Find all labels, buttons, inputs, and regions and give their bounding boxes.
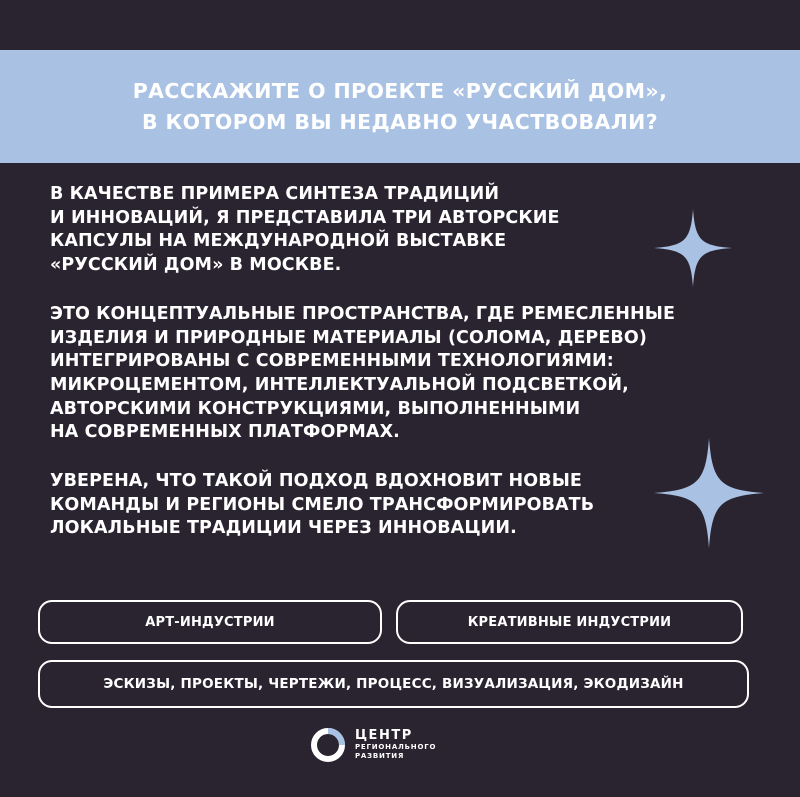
page-title-line-2: В КОТОРОМ ВЫ НЕДАВНО УЧАСТВОВАЛИ? [141, 109, 659, 134]
logo-text [355, 729, 436, 761]
tag-art-industries: АРТ-ИНДУСТРИИ [38, 600, 382, 644]
logo-sub-text-1: РЕГИОНАЛЬНОГО [355, 743, 437, 751]
text-line: ИНТЕГРИРОВАНЫ С СОВРЕМЕННЫМИ ТЕХНОЛОГИЯМИ: [50, 351, 614, 372]
logo-ring-icon [309, 726, 347, 764]
logo-sub-text-2: РАЗВИТИЯ [355, 752, 405, 760]
text-line: ЛОКАЛЬНЫЕ ТРАДИЦИИ ЧЕРЕЗ ИННОВАЦИИ. [50, 518, 517, 539]
logo [309, 726, 436, 764]
logo-main-text: ЦЕНТР [355, 728, 413, 743]
text-line: НА СОВРЕМЕННЫХ ПЛАТФОРМАХ. [50, 422, 400, 443]
text-line: АВТОРСКИМИ КОНСТРУКЦИЯМИ, ВЫПОЛНЕННЫМИ [50, 398, 581, 419]
header-band [0, 50, 800, 163]
page-title-line-1: РАССКАЖИТЕ О ПРОЕКТЕ «РУССКИЙ ДОМ», [132, 78, 668, 103]
sparkle-icon [654, 208, 732, 288]
text-line: «РУССКИЙ ДОМ» В МОСКВЕ. [50, 255, 342, 276]
text-line: КАПСУЛЫ НА МЕЖДУНАРОДНОЙ ВЫСТАВКЕ [50, 231, 507, 252]
text-line: МИКРОЦЕМЕНТОМ, ИНТЕЛЛЕКТУАЛЬНОЙ ПОДСВЕТКОЙ, [50, 374, 629, 395]
tag-sketches-projects: ЭСКИЗЫ, ПРОЕКТЫ, ЧЕРТЕЖИ, ПРОЦЕСС, ВИЗУАЛИЗАЦИЯ, ЭКОДИЗАЙН [38, 660, 749, 708]
text-line: УВЕРЕНА, ЧТО ТАКОЙ ПОДХОД ВДОХНОВИТ НОВЫЕ [50, 471, 582, 492]
text-line: ЭТО КОНЦЕПТУАЛЬНЫЕ ПРОСТРАНСТВА, ГДЕ РЕМЕСЛЕННЫЕ [50, 303, 676, 324]
paragraph-2 [50, 303, 770, 445]
text-line: КОМАНДЫ И РЕГИОНЫ СМЕЛО ТРАНСФОРМИРОВАТЬ [50, 494, 595, 515]
text-line: И ИННОВАЦИЙ, Я ПРЕДСТАВИЛА ТРИ АВТОРСКИЕ [50, 207, 560, 228]
text-line: ИЗДЕЛИЯ И ПРИРОДНЫЕ МАТЕРИАЛЫ (СОЛОМА, ДЕРЕВО) [50, 327, 647, 348]
sparkle-icon [654, 433, 764, 553]
text-line: В КАЧЕСТВЕ ПРИМЕРА СИНТЕЗА ТРАДИЦИЙ [50, 184, 500, 204]
tag-creative-industries: КРЕАТИВНЫЕ ИНДУСТРИИ [396, 600, 743, 644]
